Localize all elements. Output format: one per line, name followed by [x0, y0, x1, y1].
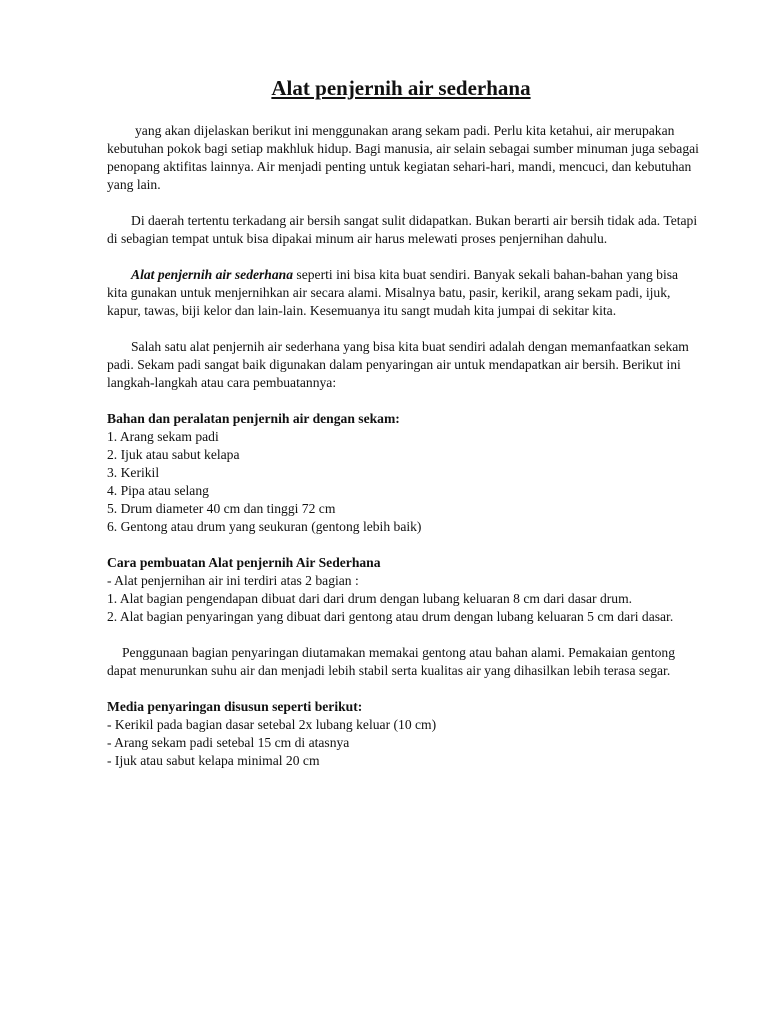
list-item: 2. Ijuk atau sabut kelapa [107, 447, 240, 462]
list-item: 1. Arang sekam padi [107, 429, 219, 444]
paragraph-rice-husk: Salah satu alat penjernih air sederhana yang bisa kita buat sendiri adalah dengan memanfaatkan sekam padi. Sekam padi sangat baik digunakan dalam penyaringan air untuk mendapatkan air bersih. Berikut ini langkah-langkah atau cara pembuatannya: [107, 339, 689, 390]
list-item: 6. Gentong atau drum yang seukuran (gentong lebih baik) [107, 519, 422, 534]
media-heading: Media penyaringan disusun seperti berikut: [107, 699, 363, 714]
media-section [107, 698, 701, 770]
list-item: 2. Alat bagian penyaringan yang dibuat dari gentong atau drum dengan lubang keluaran 5 cm dari dasar. [107, 609, 674, 624]
paragraph-gentong: Penggunaan bagian penyaringan diutamakan memakai gentong atau bahan alami. Pemakaian gentong dapat menurunkan suhu air dan menjadi lebih stabil serta kualitas air yang dihasilkan lebih terasa segar. [107, 645, 676, 678]
paragraph-materials-intro [107, 266, 701, 320]
list-item: 1. Alat bagian pengendapan dibuat dari dari drum dengan lubang keluaran 8 cm dari dasar drum. [107, 591, 633, 606]
materials-section [107, 410, 701, 536]
document-page [107, 74, 701, 788]
paragraph-text: seperti ini bisa kita buat sendiri. Banyak sekali bahan-bahan yang bisa kita gunakan untuk menjernihkan air secara alami. Misalnya batu, pasir, kerikil, arang sekam padi, ijuk, kapur, tawas, biji kelor dan lain-lain. Kesemuanya itu sangt mudah kita jumpai di sekitar kita. [107, 267, 679, 318]
emphasis-text: Alat penjernih air sederhana [131, 267, 294, 282]
method-heading: Cara pembuatan Alat penjernih Air Sederhana [107, 555, 381, 570]
list-item: 5. Drum diameter 40 cm dan tinggi 72 cm [107, 501, 336, 516]
materials-heading: Bahan dan peralatan penjernih air dengan sekam: [107, 411, 400, 426]
list-item: 3. Kerikil [107, 465, 160, 480]
list-item: - Alat penjernihan air ini terdiri atas 2 bagian : [107, 573, 359, 588]
list-item: - Ijuk atau sabut kelapa minimal 20 cm [107, 753, 320, 768]
paragraph-intro: yang akan dijelaskan berikut ini menggunakan arang sekam padi. Perlu kita ketahui, air merupakan kebutuhan pokok bagi setiap makhluk hidup. Bagi manusia, air selain sebagai sumber minuman juga sebagai penopang aktifitas lainnya. Air menjadi penting untuk kegiatan sehari-hari, mandi, mencuci, dan kebutuhan yang lain. [107, 123, 699, 192]
document-title: Alat penjernih air sederhana [271, 76, 531, 100]
list-item: - Arang sekam padi setebal 15 cm di atasnya [107, 735, 350, 750]
list-item: - Kerikil pada bagian dasar setebal 2x lubang keluar (10 cm) [107, 717, 437, 732]
method-section [107, 554, 701, 626]
paragraph-clean-water: Di daerah tertentu terkadang air bersih sangat sulit didapatkan. Bukan berarti air bersih tidak ada. Tetapi di sebagian tempat untuk bisa dipakai minum air harus melewati proses penjernihan dahulu. [107, 213, 698, 246]
list-item: 4. Pipa atau selang [107, 483, 209, 498]
